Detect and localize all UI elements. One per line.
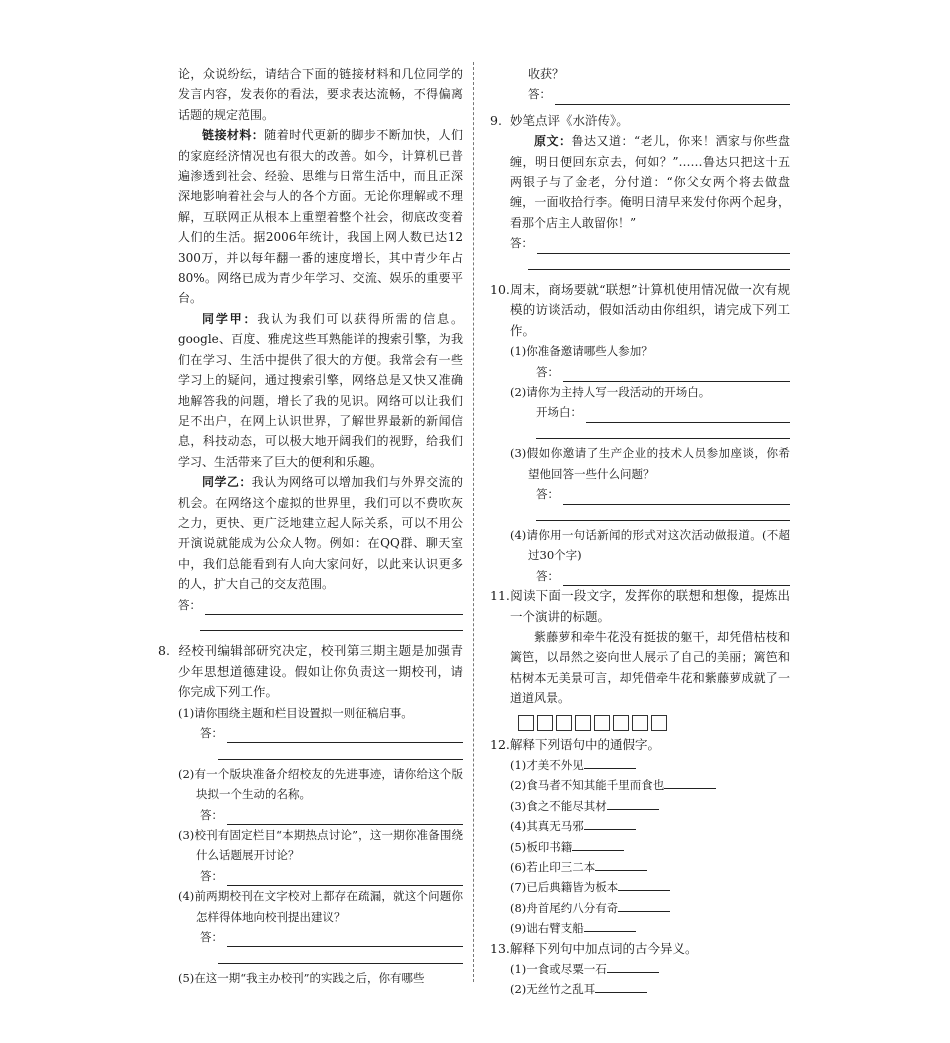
answer-line-10-1[interactable] bbox=[490, 362, 790, 382]
answer-line-essay[interactable] bbox=[178, 595, 463, 615]
right-column bbox=[490, 64, 790, 1000]
answer-line-10-2b[interactable] bbox=[490, 423, 790, 443]
question-10-4: (4)请你用一句话新闻的形式对这次活动做报道。(不超过30个字) bbox=[510, 527, 790, 563]
answer-box[interactable] bbox=[537, 715, 553, 731]
answer-box[interactable] bbox=[594, 715, 610, 731]
question-8-5-continued: 收获？ bbox=[528, 67, 565, 81]
link-material bbox=[178, 125, 463, 309]
answer-line-9[interactable] bbox=[490, 233, 790, 253]
left-column bbox=[158, 64, 463, 988]
question-11 bbox=[490, 586, 790, 627]
answer-line-8-1b[interactable] bbox=[178, 743, 463, 763]
answer-line-9b[interactable] bbox=[490, 254, 790, 274]
answer-line-10-3b[interactable] bbox=[490, 505, 790, 525]
question-12-text: 解释下列语句中的通假字。 bbox=[510, 736, 661, 752]
question-10-2: (2)请你为主持人写一段活动的开场白。 bbox=[510, 385, 711, 400]
question-9-original bbox=[490, 131, 790, 233]
original-text: 鲁达又道：“老儿，你来！洒家与你些盘缠，明日便回东京去，何如？”……鲁达只把这十五两银子与了金老，分付道：“你父女两个将去做盘缠，一面收拾行李。俺明日清早来发付你两个起身，看那个店主人敢留你！” bbox=[510, 134, 790, 230]
answer-line-8-5[interactable] bbox=[490, 84, 790, 104]
answer-line-8-1[interactable] bbox=[178, 723, 463, 743]
answer-blank[interactable] bbox=[572, 838, 624, 851]
answer-blank[interactable] bbox=[584, 817, 636, 830]
q12-item: (6)若止印三二本 bbox=[490, 857, 790, 877]
answer-label: 答： bbox=[510, 236, 533, 251]
title-answer-boxes[interactable] bbox=[518, 715, 790, 731]
question-8-1: (1)请你围绕主题和栏目设置拟一则征稿启事。 bbox=[178, 705, 413, 720]
answer-label: 答： bbox=[536, 568, 559, 583]
link-material-label: 链接材料： bbox=[202, 128, 265, 143]
answer-label: 答： bbox=[200, 868, 223, 883]
question-8-3: (3)校刊有固定栏目“本期热点讨论”，这一期你准备围绕什么话题展开讨论？ bbox=[178, 828, 463, 863]
q12-item: (5)板印书籍 bbox=[490, 837, 790, 857]
answer-label: 答： bbox=[536, 487, 559, 502]
answer-line-8-3[interactable] bbox=[178, 866, 463, 886]
answer-label: 答： bbox=[178, 597, 201, 612]
answer-label: 答： bbox=[528, 87, 551, 102]
q12-item: (3)食之不能尽其材 bbox=[490, 796, 790, 816]
answer-blank[interactable] bbox=[618, 878, 670, 891]
answer-blank[interactable] bbox=[664, 776, 716, 789]
question-13-items bbox=[490, 959, 790, 1000]
q13-item: (2)无丝竹之乱耳 bbox=[490, 979, 790, 999]
answer-blank[interactable] bbox=[595, 858, 647, 871]
question-12-number: 12. bbox=[490, 736, 510, 752]
answer-blank[interactable] bbox=[618, 899, 670, 912]
answer-blank[interactable] bbox=[607, 797, 659, 810]
question-9-text: 妙笔点评《水浒传》。 bbox=[510, 112, 629, 128]
student-b-text: 我认为网络可以增加我们与外界交流的机会。在网络这个虚拟的世界里，我们可以不费吹灰之力，更快、更广泛地建立起人际关系，可以不用公开演说就能成为公众人物。例如：在QQ群、聊天室中，我们总能看到有人向大家问好，以此来认识更多的人，扩大自己的交友范围。 bbox=[178, 475, 463, 592]
answer-blank[interactable] bbox=[205, 600, 463, 615]
q12-item: (2)食马者不知其能千里而食也 bbox=[490, 775, 790, 795]
answer-label: 答： bbox=[200, 807, 223, 822]
question-8 bbox=[158, 641, 463, 702]
answer-box[interactable] bbox=[575, 715, 591, 731]
question-12-items bbox=[490, 755, 790, 939]
answer-blank[interactable] bbox=[584, 756, 636, 769]
link-material-text: 随着时代更新的脚步不断加快，人们的家庭经济情况也有很大的改善。如今，计算机已普遍渗透到社会、经验、思维与日常生活中，而且正深深地影响着社会与人的各个方面。无论你理解或不理解，互联网正从根本上重塑着整个社会，彻底改变着人们的生活。据2006年统计，我国上网人数已达12 300万，并以每年翻一番的速度增长，其中青少年占80%。网络已成为青少年学习、交流、娱乐的重要平台。 bbox=[178, 128, 463, 306]
student-b-label: 同学乙： bbox=[202, 475, 252, 490]
question-10-3: (3)假如你邀请了生产企业的技术人员参加座谈，你希望他回答一些什么问题？ bbox=[510, 446, 790, 481]
answer-box[interactable] bbox=[518, 715, 534, 731]
answer-box[interactable] bbox=[613, 715, 629, 731]
question-12 bbox=[490, 735, 790, 755]
q12-item: (8)舟首尾约八分有奇 bbox=[490, 898, 790, 918]
q12-item: (7)已后典籍皆为板本 bbox=[490, 877, 790, 897]
answer-blank[interactable] bbox=[607, 960, 659, 973]
question-8-5: (5)在这一期“我主办校刊”的实践之后，你有哪些 bbox=[178, 970, 425, 985]
q13-item: (1)一食或尽粟一石 bbox=[490, 959, 790, 979]
question-8-text: 经校刊编辑部研究决定，校刊第三期主题是加强青少年思想道德建设。假如让你负责这一期校刊，请你完成下列工作。 bbox=[178, 643, 463, 700]
answer-line-8-4[interactable] bbox=[178, 927, 463, 947]
answer-line-8-4b[interactable] bbox=[178, 947, 463, 967]
q12-item: (9)诎右臂支船 bbox=[490, 918, 790, 938]
intro-text: 论，众说纷纭，请结合下面的链接材料和几位同学的发言内容，发表你的看法，要求表达流畅，不得偏离话题的规定范围。 bbox=[178, 67, 463, 122]
question-8-4: (4)前两期校刊在文字校对上都存在疏漏，就这个问题你怎样得体地向校刊提出建议？ bbox=[178, 889, 463, 924]
answer-line-8-2[interactable] bbox=[178, 805, 463, 825]
question-11-passage: 紫藤萝和牵牛花没有挺拔的躯干，却凭借枯枝和篱笆，以昂然之姿向世人展示了自己的美丽；篱笆和枯树本无美景可言，却凭借牵牛花和紫藤萝成就了一道道风景。 bbox=[510, 629, 790, 706]
question-11-text: 阅读下面一段文字，发挥你的联想和想像，提炼出一个演讲的标题。 bbox=[510, 588, 790, 624]
answer-blank[interactable] bbox=[595, 980, 647, 993]
student-b-paragraph bbox=[178, 472, 463, 594]
answer-box[interactable] bbox=[632, 715, 648, 731]
question-11-number: 11. bbox=[490, 588, 510, 604]
question-10-text: 周末，商场要就“联想”计算机使用情况做一次有规模的访谈活动，假如活动由你组织，请完成下列工作。 bbox=[510, 282, 790, 338]
question-13 bbox=[490, 939, 790, 959]
answer-line-10-2[interactable] bbox=[490, 402, 790, 422]
q12-item: (4)其真无马邪 bbox=[490, 816, 790, 836]
answer-box[interactable] bbox=[556, 715, 572, 731]
question-13-text: 解释下列句中加点词的古今异义。 bbox=[510, 940, 698, 956]
question-10 bbox=[490, 280, 790, 341]
original-label: 原文： bbox=[534, 134, 572, 149]
question-9-number: 9. bbox=[490, 112, 502, 128]
student-a-text: 我认为我们可以获得所需的信息。google、百度、雅虎这些耳熟能详的搜索引擎，为我们在学习、生活中提供了很大的方便。我常会有一些学习上的疑问，通过搜索引擎，网络总是又快又准确地解答我的问题，增长了我的见识。网络可以让我们足不出户，在网上认识世界，了解世界最新的新闻信息，科技动态，可以极大地开阔我们的视野，给我们学习、生活带来了巨大的便利和乐趣。 bbox=[178, 311, 463, 469]
answer-line-10-4[interactable] bbox=[490, 566, 790, 586]
answer-label: 答： bbox=[200, 930, 223, 945]
question-9 bbox=[490, 111, 790, 131]
student-a-paragraph bbox=[178, 309, 463, 472]
student-a-label: 同学甲： bbox=[202, 311, 258, 326]
column-divider bbox=[473, 62, 474, 982]
answer-label: 答： bbox=[200, 725, 223, 740]
question-10-number: 10. bbox=[490, 282, 510, 298]
question-8-2: (2)有一个版块准备介绍校友的先进事迹，请你给这个版块拟一个生动的名称。 bbox=[178, 766, 463, 802]
question-10-1: (1)你准备邀请哪些人参加？ bbox=[510, 344, 653, 359]
answer-blank[interactable] bbox=[584, 919, 636, 932]
answer-label: 答： bbox=[536, 364, 559, 379]
question-8-number: 8. bbox=[158, 643, 170, 659]
answer-box[interactable] bbox=[651, 715, 667, 731]
answer-line-essay-2[interactable] bbox=[178, 615, 463, 635]
opening-label: 开场白： bbox=[536, 405, 582, 420]
question-13-number: 13. bbox=[490, 940, 510, 956]
answer-line-10-3[interactable] bbox=[490, 484, 790, 504]
q12-item: (1)才美不外见 bbox=[490, 755, 790, 775]
